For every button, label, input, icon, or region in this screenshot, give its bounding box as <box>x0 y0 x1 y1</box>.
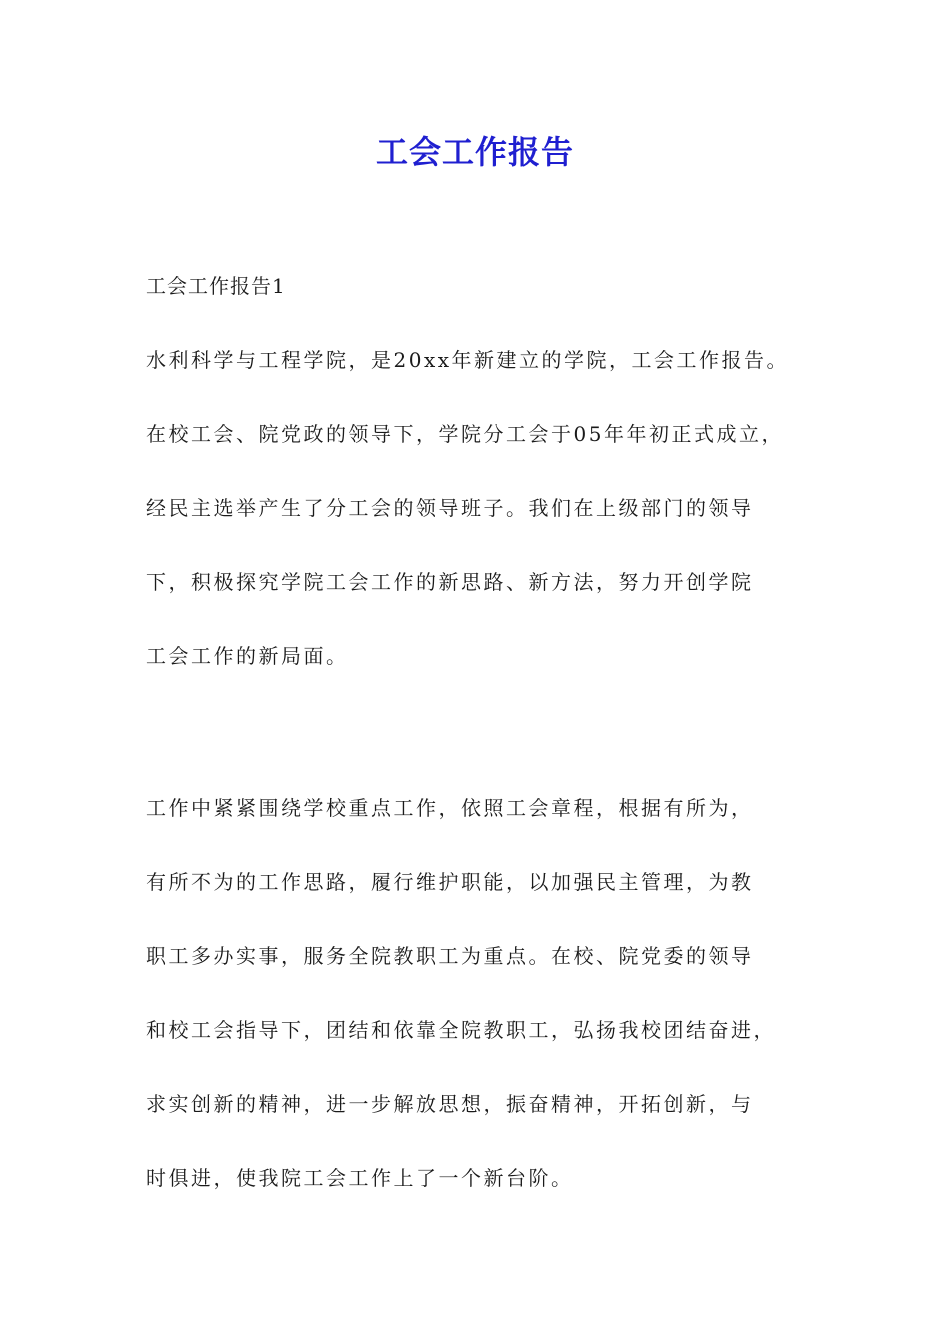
section-heading: 工会工作报告1 <box>146 274 286 298</box>
paragraph-line: 工会工作的新局面。 <box>146 644 349 668</box>
paragraph-line: 经民主选举产生了分工会的领导班子。我们在上级部门的领导 <box>146 496 754 520</box>
paragraph-line: 和校工会指导下，团结和依靠全院教职工，弘扬我校团结奋进， <box>146 1018 776 1042</box>
paragraph-line: 时俱进，使我院工会工作上了一个新台阶。 <box>146 1166 574 1190</box>
paragraph-line: 下，积极探究学院工会工作的新思路、新方法，努力开创学院 <box>146 570 754 594</box>
document-title: 工会工作报告 <box>375 133 574 171</box>
paragraph-2 <box>146 790 826 1234</box>
paragraph-line: 在校工会、院党政的领导下，学院分工会于05年年初正式成立， <box>146 422 784 446</box>
paragraph-line: 工作中紧紧围绕学校重点工作，依照工会章程，根据有所为， <box>146 796 754 820</box>
paragraph-line: 水利科学与工程学院，是20xx年新建立的学院，工会工作报告。 <box>146 348 790 372</box>
paragraph-1 <box>146 342 826 712</box>
paragraph-line: 有所不为的工作思路，履行维护职能，以加强民主管理，为教 <box>146 870 754 894</box>
paragraph-line: 求实创新的精神，进一步解放思想，振奋精神，开拓创新，与 <box>146 1092 754 1116</box>
paragraph-line: 职工多办实事，服务全院教职工为重点。在校、院党委的领导 <box>146 944 754 968</box>
